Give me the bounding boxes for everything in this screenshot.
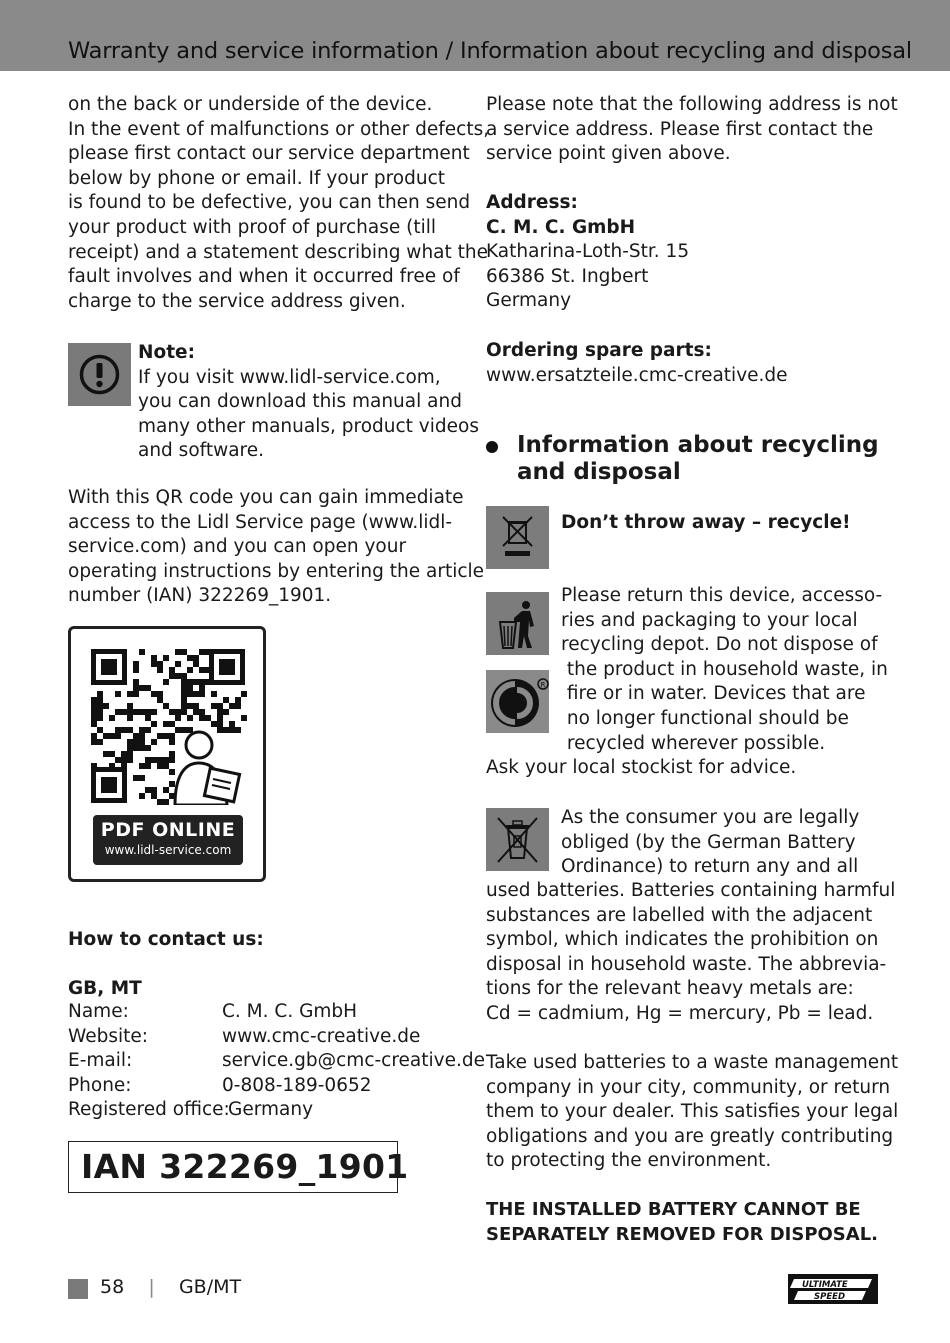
contact-value: Germany (228, 1099, 314, 1121)
recycle-line: fire or in water. Devices that are (561, 683, 866, 705)
contact-website[interactable]: www.cmc-creative.de (222, 1025, 421, 1047)
svg-text:SPEED: SPEED (814, 1292, 846, 1302)
take-line: obligations and you are greatly contributing (486, 1125, 894, 1147)
contact-key: Website: (68, 1025, 148, 1047)
recycle-line: the product in household waste, in (561, 658, 888, 680)
crossed-bin-icon (486, 506, 549, 569)
stockist-text: Ask your local stockist for advice. (486, 757, 797, 778)
qr-text-line: access to the Lidl Service page (www.lidl- (68, 511, 453, 533)
recycling-heading-text: Information about recycling and disposal (517, 432, 879, 485)
spare-parts-label: Ordering spare parts: (486, 340, 712, 361)
intro-line: below by phone or email. If your product (68, 167, 446, 189)
contact-key: E-mail: (68, 1050, 133, 1072)
contact-value: C. M. C. GmbH (222, 1001, 358, 1022)
ultimate-speed-logo (788, 1274, 878, 1304)
take-batteries-text (486, 1051, 898, 1174)
pdf-online-title: PDF ONLINE (100, 819, 236, 841)
note-line: and software. (138, 440, 265, 462)
battery-line: As the consumer you are legally (561, 807, 860, 828)
contact-row (68, 1000, 485, 1025)
intro-line: on the back or underside of the device. (68, 94, 433, 115)
header-title: Warranty and service information / Information about recycling and disposal (68, 38, 912, 64)
take-line: company in your city, community, or return (486, 1076, 891, 1098)
contact-key: Phone: (68, 1074, 132, 1096)
address-line: 66386 St. Ingbert (486, 265, 649, 287)
address-block (486, 191, 689, 314)
recycle-line: Please return this device, accesso- (561, 585, 883, 606)
note-line: you can download this manual and (138, 391, 462, 413)
qr-description (68, 486, 484, 609)
contact-heading: How to contact us: (68, 929, 264, 950)
battery-text (486, 879, 895, 1027)
footer-page-info (100, 1276, 241, 1298)
take-line: Take used batteries to a waste management (486, 1052, 899, 1073)
take-line: them to your dealer. This satisfies your legal (486, 1101, 899, 1123)
battery-line: substances are labelled with the adjacent (486, 904, 873, 926)
address-label: Address: (486, 192, 578, 213)
qr-code-image[interactable] (89, 647, 247, 805)
qr-text-line: number (IAN) 322269_1901. (68, 585, 332, 607)
exclamation-icon (68, 343, 131, 406)
recycling-section-heading (486, 432, 879, 486)
contact-email[interactable]: service.gb@cmc-creative.de (222, 1050, 485, 1072)
address-note (486, 93, 898, 167)
contact-row (68, 1049, 485, 1074)
footer-language: GB/MT (178, 1276, 242, 1298)
svg-text:R: R (540, 681, 546, 689)
intro-line: In the event of malfunctions or other defects, (68, 118, 490, 140)
intro-line: receipt) and a statement describing what the (68, 241, 488, 263)
contact-row (68, 1098, 485, 1123)
contact-key: Name: (68, 1001, 129, 1022)
recycle-line: recycling depot. Do not dispose of (561, 634, 878, 656)
battery-line: used batteries. Batteries containing harmful (486, 880, 896, 901)
qr-text-line: With this QR code you can gain immediate (68, 487, 464, 508)
battery-line: obliged (by the German Battery (561, 831, 856, 853)
recycle-line: recycled wherever possible. (561, 732, 826, 754)
take-line: to protecting the environment. (486, 1150, 772, 1172)
qr-text-line: operating instructions by entering the article (68, 560, 485, 582)
page-number: 58 (100, 1276, 125, 1298)
battery-warning (486, 1198, 878, 1247)
battery-line: Cd = cadmium, Hg = mercury, Pb = lead. (486, 1002, 874, 1024)
spare-parts-block (486, 339, 788, 388)
note-line: many other manuals, product videos (138, 415, 479, 437)
contact-phone[interactable]: 0-808-189-0652 (222, 1074, 372, 1096)
footer-separator: | (148, 1276, 155, 1298)
intro-line: your product with proof of purchase (till (68, 216, 437, 238)
address-note-line: a service address. Please first contact the (486, 118, 874, 140)
spare-parts-link[interactable]: www.ersatzteile.cmc-creative.de (486, 364, 788, 386)
address-company: C. M. C. GmbH (486, 216, 636, 238)
contact-row (68, 1074, 485, 1099)
footer-square (68, 1279, 88, 1299)
address-note-line: Please note that the following address is not (486, 94, 898, 115)
address-line: Katharina-Loth-Str. 15 (486, 241, 690, 263)
recycle-text (561, 584, 888, 756)
recycle-title: Don’t throw away – recycle! (561, 512, 851, 533)
battery-line: Ordinance) to return any and all (561, 856, 859, 878)
intro-line: charge to the service address given. (68, 290, 406, 312)
left-intro (68, 93, 490, 314)
svg-text:ULTIMATE: ULTIMATE (802, 1280, 848, 1290)
note-line: If you visit www.lidl-service.com, (138, 366, 441, 388)
battery-line: disposal in household waste. The abbrevia- (486, 953, 887, 975)
pdf-online-url: www.lidl-service.com (104, 843, 232, 857)
recycle-line: no longer functional should be (561, 707, 849, 729)
recycle-line: ries and packaging to your local (561, 609, 858, 631)
page-header (0, 0, 950, 71)
contact-key: Registered office: (68, 1099, 230, 1121)
intro-line: please first contact our service department (68, 143, 470, 165)
address-note-line: service point given above. (486, 143, 731, 165)
warning-line: THE INSTALLED BATTERY CANNOT BE (486, 1199, 861, 1220)
ian-number-box: IAN 322269_1901 (68, 1141, 398, 1193)
address-line: Germany (486, 290, 572, 312)
contact-table (68, 1000, 485, 1123)
intro-line: fault involves and when it occurred free of (68, 266, 460, 288)
reader-illustration (175, 732, 240, 805)
battery-text-indented (561, 806, 859, 880)
battery-line: tions for the relevant heavy metals are: (486, 978, 854, 1000)
qr-text-line: service.com) and you can open your (68, 536, 407, 558)
crossed-battery-bin-icon (486, 808, 549, 871)
warning-line: SEPARATELY REMOVED FOR DISPOSAL. (486, 1223, 879, 1245)
intro-line: is found to be defective, you can then send (68, 192, 471, 214)
note-title: Note: (138, 342, 195, 363)
qr-code-card[interactable] (68, 626, 266, 882)
green-dot-icon (486, 670, 549, 733)
person-bin-icon (486, 592, 549, 655)
pdf-online-badge (93, 815, 243, 865)
region-label: GB, MT (68, 978, 142, 999)
battery-line: symbol, which indicates the prohibition on (486, 929, 879, 951)
note-text (138, 341, 479, 464)
contact-row (68, 1025, 485, 1050)
bullet-icon (486, 441, 498, 453)
